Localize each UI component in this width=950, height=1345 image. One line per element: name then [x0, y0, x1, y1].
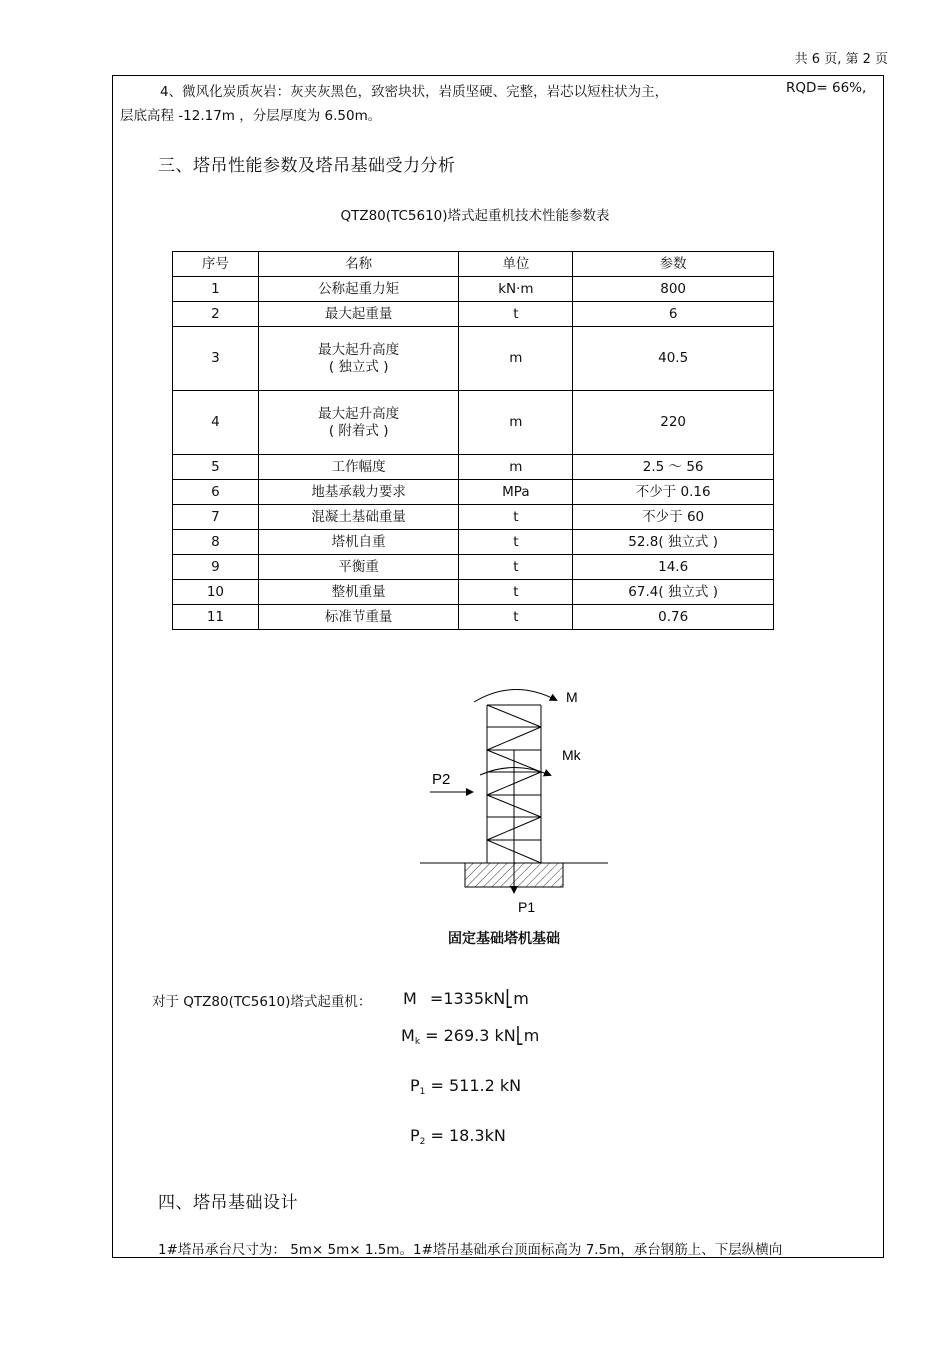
column-header: 单位	[459, 252, 573, 277]
table-cell	[258, 391, 459, 455]
table-cell: 3	[173, 327, 259, 391]
table-cell: 40.5	[573, 327, 774, 391]
table-cell: t	[459, 530, 573, 555]
table-row	[173, 605, 774, 630]
table-cell: 5	[173, 455, 259, 480]
table-cell: m	[459, 391, 573, 455]
section-heading: 四、塔吊基础设计	[158, 1193, 298, 1213]
table-row	[173, 555, 774, 580]
table-cell: 52.8( 独立式 )	[573, 530, 774, 555]
cell-line: 最大起升高度	[318, 342, 400, 359]
table-row	[173, 302, 774, 327]
table-cell: 800	[573, 277, 774, 302]
equations-intro: 对于 QTZ80(TC5610)塔式起重机：	[152, 994, 372, 1010]
table-cell: 工作幅度	[258, 455, 459, 480]
table-cell: t	[459, 555, 573, 580]
table-row	[173, 455, 774, 480]
table-cell: 地基承载力要求	[258, 480, 459, 505]
value-m: =1335kN⎣m	[429, 989, 529, 1008]
table-cell: 10	[173, 580, 259, 605]
equation-m	[403, 989, 529, 1008]
subscript-2: 2	[419, 1137, 426, 1147]
figure-caption: 固定基础塔机基础	[448, 931, 560, 947]
symbol-mk: M	[401, 1026, 415, 1045]
table-cell: 0.76	[573, 605, 774, 630]
label-m: M	[566, 689, 578, 705]
equation-mk	[401, 1026, 539, 1047]
column-header: 参数	[573, 252, 774, 277]
paragraph-line: 4、微风化炭质灰岩：灰夹灰黑色，致密块状，岩质坚硬、完整，岩芯以短柱状为主，	[160, 84, 669, 100]
table-cell: MPa	[459, 480, 573, 505]
value-p1: = 511.2 kN	[430, 1076, 522, 1095]
table-cell: 9	[173, 555, 259, 580]
moment-mk-arrow	[480, 768, 550, 776]
table-cell: 不少于 0.16	[573, 480, 774, 505]
page-number: 共 6 页, 第 2 页	[794, 52, 888, 67]
rqd-text: RQD= 66%,	[786, 80, 867, 96]
parameter-table	[172, 251, 774, 630]
value-mk: = 269.3 kN⎣m	[425, 1026, 540, 1045]
table-cell: 220	[573, 391, 774, 455]
label-mk: Mk	[562, 747, 581, 763]
table-cell: 整机重量	[258, 580, 459, 605]
table-cell: t	[459, 302, 573, 327]
symbol-m: M	[403, 989, 417, 1008]
symbol-p2: P	[410, 1126, 420, 1145]
table-cell: kN·m	[459, 277, 573, 302]
label-p2: P2	[432, 771, 451, 788]
table-cell: 14.6	[573, 555, 774, 580]
cell-line: ( 附着式 )	[328, 422, 389, 439]
table-row	[173, 480, 774, 505]
cell-line: ( 独立式 )	[328, 358, 389, 375]
table-row	[173, 327, 774, 391]
moment-m-arrow	[474, 689, 556, 702]
table-cell: 塔机自重	[258, 530, 459, 555]
table-row	[173, 580, 774, 605]
table-cell: 最大起重量	[258, 302, 459, 327]
table-cell: 8	[173, 530, 259, 555]
table-cell: 7	[173, 505, 259, 530]
table-row	[173, 530, 774, 555]
table-cell: 不少于 60	[573, 505, 774, 530]
equation-p1	[410, 1076, 521, 1097]
section-heading: 三、塔吊性能参数及塔吊基础受力分析	[158, 156, 456, 176]
table-cell: 6	[573, 302, 774, 327]
subscript-1: 1	[419, 1087, 426, 1097]
table-cell: 6	[173, 480, 259, 505]
table-cell: 1	[173, 277, 259, 302]
table-cell: 2	[173, 302, 259, 327]
table-cell: t	[459, 505, 573, 530]
column-header: 名称	[258, 252, 459, 277]
label-p1: P1	[518, 899, 536, 915]
tower-crane-diagram	[410, 680, 620, 920]
cell-line: 最大起升高度	[318, 406, 400, 423]
table-cell: 标准节重量	[258, 605, 459, 630]
table-cell: m	[459, 455, 573, 480]
table-cell: 混凝土基础重量	[258, 505, 459, 530]
table-row	[173, 277, 774, 302]
equation-p2	[410, 1126, 506, 1147]
table-cell: 67.4( 独立式 )	[573, 580, 774, 605]
table-row	[173, 505, 774, 530]
table-cell: 2.5 ～ 56	[573, 455, 774, 480]
table-cell: 公称起重力矩	[258, 277, 459, 302]
paragraph-line: 层底高程 -12.17m ，分层厚度为 6.50m。	[120, 108, 382, 124]
table-cell	[258, 327, 459, 391]
subscript-k: k	[414, 1037, 421, 1047]
table-row	[173, 391, 774, 455]
table-cell: 4	[173, 391, 259, 455]
table-cell: 11	[173, 605, 259, 630]
table-header-row	[173, 252, 774, 277]
symbol-p1: P	[410, 1076, 420, 1095]
table-cell: 平衡重	[258, 555, 459, 580]
value-p2: = 18.3kN	[430, 1126, 506, 1145]
table-cell: m	[459, 327, 573, 391]
column-header: 序号	[173, 252, 259, 277]
table-caption: QTZ80(TC5610)塔式起重机技术性能参数表	[340, 208, 610, 224]
table-cell: t	[459, 605, 573, 630]
table-cell: t	[459, 580, 573, 605]
paragraph-line: 1#塔吊承台尺寸为： 5m× 5m× 1.5m。1#塔吊基础承台顶面标高为 7.5m，承台钢筋上、下层纵横向	[158, 1242, 783, 1258]
